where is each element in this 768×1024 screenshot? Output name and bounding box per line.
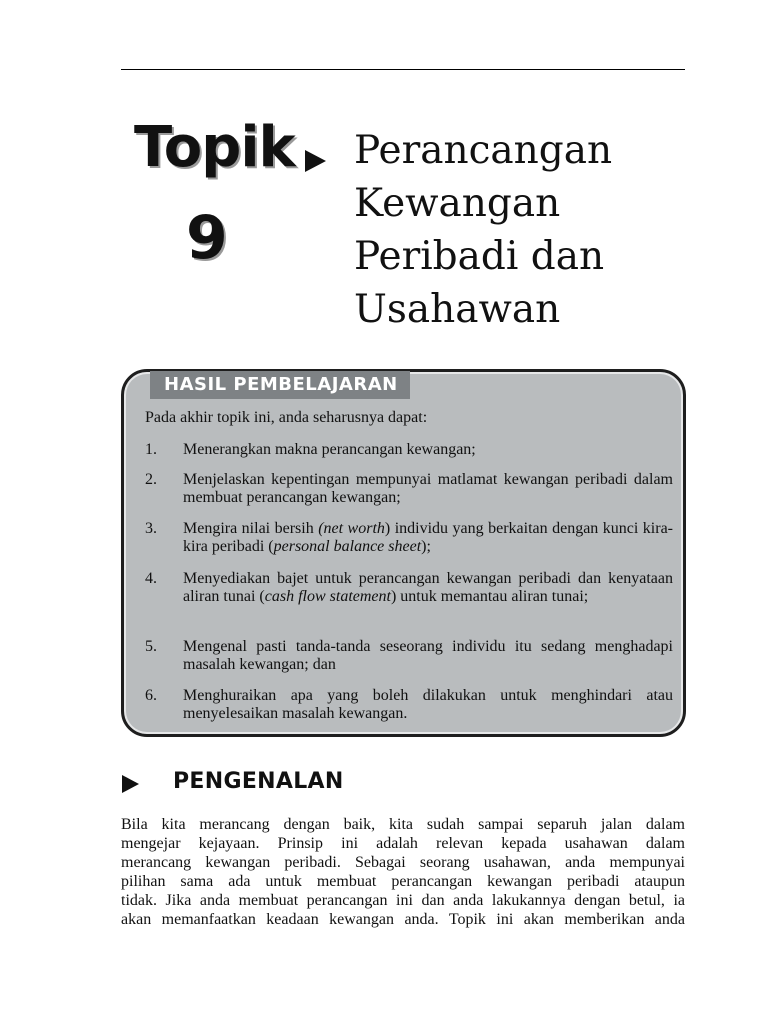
paragraph-line: mengejar kejayaan. Prinsip ini adalah relevan kepada usahawan dalam	[121, 835, 685, 852]
topic-title	[354, 124, 684, 336]
title-line: Peribadi dan	[354, 234, 605, 279]
learning-outcomes-header: HASIL PEMBELAJARAN	[150, 371, 410, 399]
section-arrow-icon	[122, 775, 139, 793]
list-item	[145, 520, 673, 556]
list-number: 5.	[145, 638, 157, 655]
list-text: Menerangkan makna perancangan kewangan;	[183, 441, 476, 458]
list-number: 2.	[145, 471, 157, 488]
title-line: Perancangan	[354, 128, 613, 173]
list-item	[145, 638, 673, 674]
paragraph-line: tidak. Jika anda membuat perancangan ini dan anda lakukannya dengan betul, ia	[121, 892, 685, 909]
list-number: 3.	[145, 520, 157, 537]
top-rule	[121, 69, 685, 70]
list-text: Mengenal pasti tanda-tanda seseorang individu itu sedang menghadapi masalah kewangan; dan	[183, 638, 673, 673]
paragraph-line: merancang kewangan peribadi. Sebagai seorang usahawan, anda mempunyai	[121, 854, 685, 871]
list-number: 1.	[145, 441, 157, 458]
list-text: Menghuraikan apa yang boleh dilakukan untuk menghindari atau menyelesaikan masalah kewangan.	[183, 687, 673, 722]
paragraph-line: Bila kita merancang dengan baik, kita sudah sampai separuh jalan dalam	[121, 816, 685, 833]
list-text: Menyediakan bajet untuk perancangan kewangan peribadi dan kenyataan aliran tunai (cash flow statement) untuk memantau aliran tunai;	[183, 570, 673, 605]
list-text: Menjelaskan kepentingan mempunyai matlamat kewangan peribadi dalam membuat perancangan kewangan;	[183, 471, 673, 506]
body-paragraph	[121, 815, 685, 929]
title-line: Usahawan	[354, 287, 561, 332]
list-text: Mengira nilai bersih (net worth) individu yang berkaitan dengan kunci kira-kira peribadi (personal balance sheet);	[183, 520, 674, 555]
paragraph-line: akan memanfaatkan keadaan kewangan anda. Topik ini akan memberikan anda	[121, 911, 685, 928]
arrow-right-icon	[305, 150, 326, 172]
paragraph-line: pilihan sama ada untuk membuat perancangan kewangan peribadi ataupun	[121, 873, 685, 890]
list-item	[145, 441, 673, 459]
list-number: 6.	[145, 687, 157, 704]
topic-number: 9	[186, 203, 228, 273]
topic-label: Topik	[134, 115, 295, 180]
list-number: 4.	[145, 570, 157, 587]
list-item	[145, 687, 673, 723]
list-item	[145, 471, 673, 507]
title-line: Kewangan	[354, 181, 561, 226]
section-title: PENGENALAN	[173, 769, 344, 794]
list-item	[145, 570, 673, 606]
learning-outcomes-intro: Pada akhir topik ini, anda seharusnya dapat:	[145, 409, 428, 426]
